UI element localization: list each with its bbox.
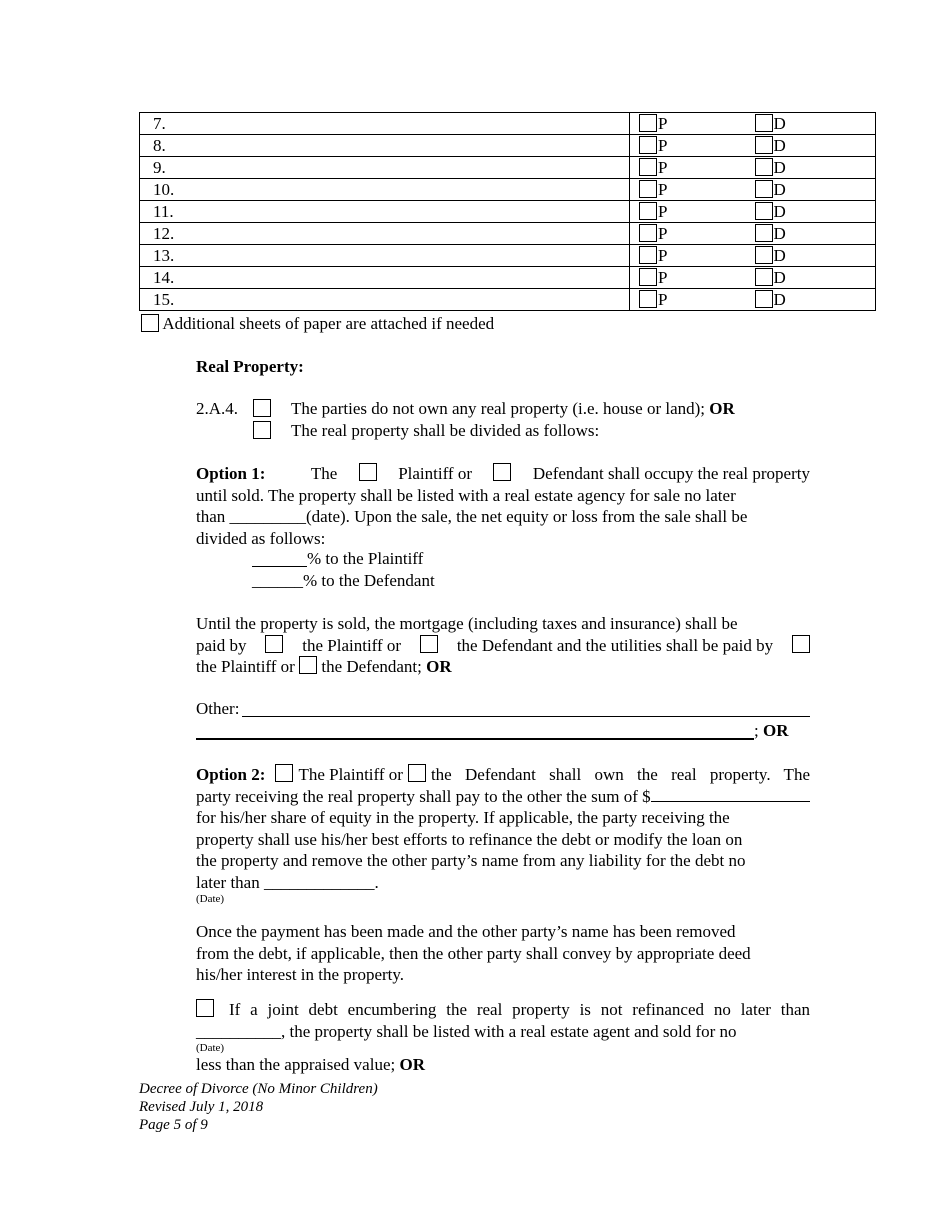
option-2-label: Option 2: xyxy=(196,765,266,784)
joint-debt-checkbox[interactable] xyxy=(196,999,214,1017)
plaintiff-checkbox[interactable] xyxy=(639,114,657,132)
section-code: 2.A.4. xyxy=(196,399,239,418)
mortgage-plaintiff-text: the Plaintiff or xyxy=(302,635,402,655)
defendant-letter: D xyxy=(773,158,786,177)
option-1-label: Option 1: xyxy=(196,464,266,483)
plaintiff-cell xyxy=(630,289,753,311)
plaintiff-letter: P xyxy=(658,180,668,199)
option2-plaintiff-checkbox[interactable] xyxy=(275,764,293,782)
plaintiff-checkbox[interactable] xyxy=(639,290,657,308)
table-row xyxy=(140,179,876,201)
row-number: 7. xyxy=(140,113,630,135)
defendant-checkbox[interactable] xyxy=(755,158,773,176)
defendant-letter: D xyxy=(773,268,786,287)
defendant-cell xyxy=(753,245,876,267)
choice-1-text xyxy=(291,399,735,419)
paid-by-text: paid by xyxy=(196,635,247,655)
row-number: 13. xyxy=(140,245,630,267)
defendant-letter: D xyxy=(773,246,786,265)
table-row xyxy=(140,201,876,223)
defendant-cell xyxy=(753,201,876,223)
utilities-text: the Defendant and the utilities shall be paid by xyxy=(456,635,774,655)
table-row xyxy=(140,135,876,157)
plaintiff-letter: P xyxy=(658,246,668,265)
defendant-cell xyxy=(753,157,876,179)
utilities-defendant-checkbox[interactable] xyxy=(299,656,317,674)
row-number: 15. xyxy=(140,289,630,311)
option2-line-3: for his/her share of equity in the property. If applicable, the party receiving the xyxy=(196,808,730,827)
choice-2-box-wrap xyxy=(253,421,271,442)
footer-revised: Revised July 1, 2018 xyxy=(139,1099,264,1115)
table-row xyxy=(140,113,876,135)
table-row xyxy=(140,289,876,311)
table-row xyxy=(140,267,876,289)
option-1-block xyxy=(196,463,810,549)
date-caption: (Date) xyxy=(196,893,225,905)
option1-line-2: until sold. The property shall be listed with a real estate agency for sale no later xyxy=(196,485,736,505)
joint-debt-line-1: If a joint debt encumbering the real property is not refinanced no later than xyxy=(229,1000,810,1019)
plaintiff-checkbox[interactable] xyxy=(639,180,657,198)
pct-defendant-blank[interactable]: ______ xyxy=(252,571,303,590)
mortgage-plaintiff-checkbox[interactable] xyxy=(265,635,283,653)
other-line-2[interactable] xyxy=(196,738,754,740)
or-label: OR xyxy=(426,657,452,676)
joint-date-caption: (Date) xyxy=(196,1042,225,1054)
row-number: 12. xyxy=(140,223,630,245)
defendant-checkbox[interactable] xyxy=(755,224,773,242)
or-label: OR xyxy=(399,1055,425,1074)
plaintiff-cell xyxy=(630,135,753,157)
option1-line-4: divided as follows: xyxy=(196,528,326,548)
row-number: 11. xyxy=(140,201,630,223)
the-word: The xyxy=(310,464,338,483)
pct-plaintiff-label: % to the Plaintiff xyxy=(307,549,424,568)
plaintiff-cell xyxy=(630,245,753,267)
option-2-block xyxy=(196,764,810,905)
defendant-letter: D xyxy=(773,114,786,133)
defendant-cell xyxy=(753,179,876,201)
row-number: 14. xyxy=(140,267,630,289)
defendant-checkbox[interactable] xyxy=(755,136,773,154)
defendant-cell xyxy=(753,223,876,245)
table-row xyxy=(140,245,876,267)
defendant-letter: D xyxy=(773,180,786,199)
row-number: 8. xyxy=(140,135,630,157)
option1-line-3: than _________(date). Upon the sale, the net equity or loss from the sale shall be xyxy=(196,507,748,526)
divide-property-label: The real property shall be divided as follows: xyxy=(291,421,600,440)
row-number: 9. xyxy=(140,157,630,179)
mortgage-block xyxy=(196,613,810,678)
defendant-letter: D xyxy=(773,224,786,243)
or-label: OR xyxy=(762,721,789,740)
plaintiff-cell xyxy=(630,223,753,245)
mortgage-line-1: Until the property is sold, the mortgage (including taxes and insurance) shall be xyxy=(196,614,738,633)
option2-line-5: the property and remove the other party’s name from any liability for the debt no xyxy=(196,851,746,870)
option2-line-2: party receiving the real property shall pay to the other the sum of $ xyxy=(196,786,651,806)
choice-1-box-wrap xyxy=(253,399,271,420)
defendant-letter: D xyxy=(773,136,786,155)
real-property-heading: Real Property: xyxy=(196,357,304,376)
equity-sum-blank[interactable] xyxy=(651,786,810,803)
additional-sheets-row xyxy=(141,314,494,334)
additional-sheets-checkbox[interactable] xyxy=(141,314,159,332)
defendant-checkbox[interactable] xyxy=(755,180,773,198)
row-number: 10. xyxy=(140,179,630,201)
pct-plaintiff-blank[interactable] xyxy=(252,550,307,567)
footer-page-number: Page 5 of 9 xyxy=(139,1117,208,1133)
joint-debt-line-3: less than the appraised value; xyxy=(196,1055,396,1074)
table-row xyxy=(140,223,876,245)
plaintiff-checkbox[interactable] xyxy=(639,136,657,154)
defendant-checkbox[interactable] xyxy=(755,246,773,264)
pct-defendant-label: % to the Defendant xyxy=(303,571,435,590)
semicolon: ; xyxy=(754,721,759,740)
plaintiff-letter: P xyxy=(658,290,668,309)
option1-plaintiff-checkbox[interactable] xyxy=(359,463,377,481)
defendant-letter: D xyxy=(773,202,786,221)
pct-defendant-row xyxy=(252,571,435,591)
option2-line-4: property shall use his/her best efforts to refinance the debt or modify the loan on xyxy=(196,829,743,849)
no-real-property-checkbox[interactable] xyxy=(253,399,271,417)
conveyance-line-2: from the debt, if applicable, then the other party shall convey by appropriate deed xyxy=(196,943,751,963)
option2-line-6: later than _____________. xyxy=(196,872,379,892)
or-label: OR xyxy=(709,399,735,418)
plaintiff-checkbox[interactable] xyxy=(639,224,657,242)
conveyance-line-1: Once the payment has been made and the other party’s name has been removed xyxy=(196,922,736,941)
option2-defendant-text: the Defendant shall own the real property. The xyxy=(430,765,810,784)
plaintiff-letter: P xyxy=(658,202,668,221)
table-row xyxy=(140,157,876,179)
other-line-1[interactable] xyxy=(242,716,810,717)
defendant-checkbox[interactable] xyxy=(755,290,773,308)
page-footer xyxy=(139,1080,378,1134)
plaintiff-cell xyxy=(630,179,753,201)
defendant-checkbox[interactable] xyxy=(755,114,773,132)
defendant-cell xyxy=(753,135,876,157)
defendant-cell xyxy=(753,267,876,289)
plaintiff-checkbox[interactable] xyxy=(639,268,657,286)
plaintiff-checkbox[interactable] xyxy=(639,202,657,220)
other-label: Other: xyxy=(196,699,240,718)
footer-title: Decree of Divorce (No Minor Children) xyxy=(139,1081,378,1097)
no-real-property-label: The parties do not own any real property (i.e. house or land); xyxy=(291,399,706,418)
plaintiff-letter: P xyxy=(658,158,668,177)
mortgage-defendant-checkbox[interactable] xyxy=(420,635,438,653)
utilities-plaintiff-text: the Plaintiff or xyxy=(196,657,295,676)
plaintiff-or-text: Plaintiff or xyxy=(398,464,473,483)
plaintiff-letter: P xyxy=(658,114,668,133)
defendant-letter: D xyxy=(773,290,786,309)
option2-defendant-checkbox[interactable] xyxy=(408,764,426,782)
real-property-choice-1 xyxy=(196,399,238,419)
joint-debt-block xyxy=(196,999,810,1076)
plaintiff-checkbox[interactable] xyxy=(639,246,657,264)
plaintiff-cell xyxy=(630,113,753,135)
divide-property-checkbox[interactable] xyxy=(253,421,271,439)
defendant-checkbox[interactable] xyxy=(755,268,773,286)
other-row-2 xyxy=(196,721,810,742)
items-table xyxy=(139,112,876,311)
conveyance-paragraph xyxy=(196,921,810,986)
pct-plaintiff-row xyxy=(252,549,423,569)
additional-sheets-label: Additional sheets of paper are attached if needed xyxy=(162,314,495,333)
utilities-defendant-text: the Defendant; xyxy=(321,657,422,676)
defendant-checkbox[interactable] xyxy=(755,202,773,220)
utilities-plaintiff-checkbox[interactable] xyxy=(792,635,810,653)
plaintiff-cell xyxy=(630,267,753,289)
plaintiff-cell xyxy=(630,201,753,223)
other-row xyxy=(196,699,810,720)
conveyance-line-3: his/her interest in the property. xyxy=(196,965,405,984)
joint-debt-line-2: __________, the property shall be listed with a real estate agent and sold for no xyxy=(196,1021,737,1041)
plaintiff-letter: P xyxy=(658,224,668,243)
defendant-cell xyxy=(753,289,876,311)
occupy-text: Defendant shall occupy the real property xyxy=(532,464,810,483)
plaintiff-letter: P xyxy=(658,268,668,287)
option1-defendant-checkbox[interactable] xyxy=(493,463,511,481)
defendant-cell xyxy=(753,113,876,135)
plaintiff-cell xyxy=(630,157,753,179)
option2-plaintiff-text: The Plaintiff or xyxy=(298,765,403,784)
plaintiff-letter: P xyxy=(658,136,668,155)
plaintiff-checkbox[interactable] xyxy=(639,158,657,176)
